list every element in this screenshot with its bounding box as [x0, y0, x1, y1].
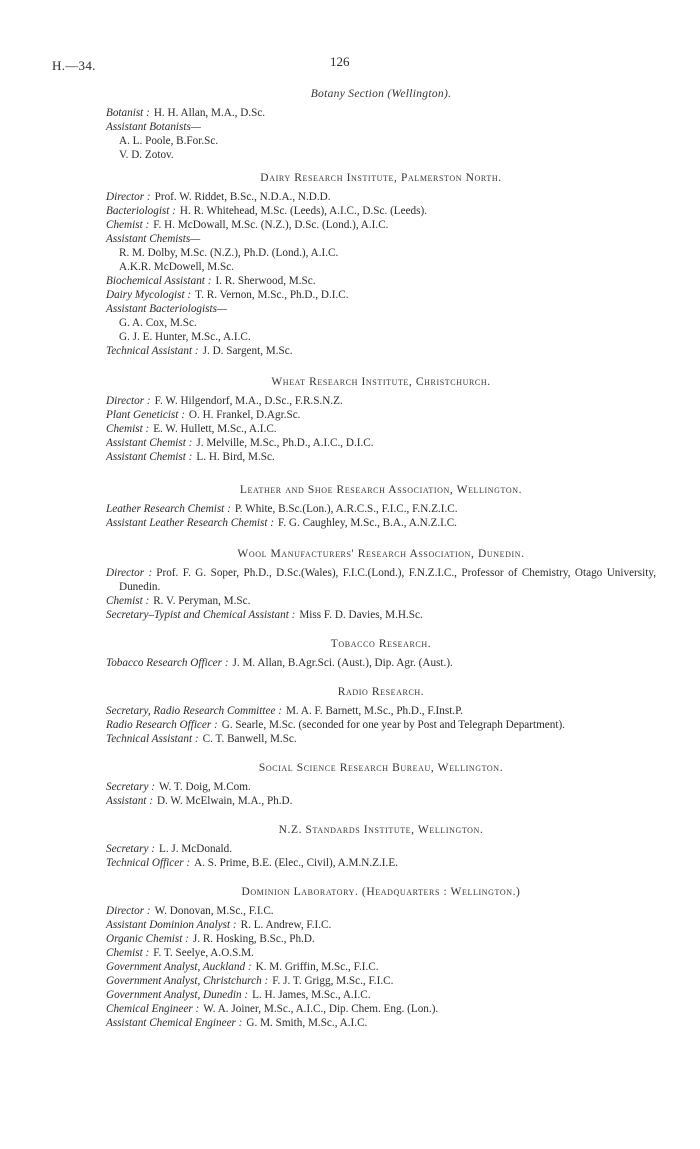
staff-name: F. W. Hilgendorf, M.A., D.Sc., F.R.S.N.Z.: [154, 395, 343, 407]
staff-role: Assistant :: [106, 795, 153, 807]
staff-entry: [106, 408, 656, 422]
section: [106, 638, 656, 670]
staff-entry: [106, 732, 656, 746]
staff-entry: [106, 134, 656, 148]
staff-name: T. R. Vernon, M.Sc., Ph.D., D.I.C.: [195, 289, 349, 301]
staff-role: Technical Assistant :: [106, 733, 199, 745]
staff-role: Assistant Leather Research Chemist :: [106, 517, 275, 529]
staff-name: J. M. Allan, B.Agr.Sci. (Aust.), Dip. Agr. (Aust.).: [232, 657, 453, 669]
staff-role: Chemist :: [106, 947, 150, 959]
section: [106, 376, 656, 464]
staff-entry: [106, 1016, 656, 1030]
staff-entry: [106, 974, 656, 988]
staff-entry: [106, 780, 656, 794]
page-number: 126: [330, 54, 350, 69]
staff-role: Chemical Engineer :: [106, 1003, 200, 1015]
staff-name: L. J. McDonald.: [158, 843, 233, 855]
staff-entry: [106, 946, 656, 960]
staff-entry: [106, 988, 656, 1002]
section: [106, 172, 656, 358]
staff-entry: [106, 856, 656, 870]
staff-name: F. H. McDowall, M.Sc. (N.Z.), D.Sc. (Lond.), A.I.C.: [153, 219, 389, 231]
staff-name: J. Melville, M.Sc., Ph.D., A.I.C., D.I.C.: [196, 437, 374, 449]
staff-entry: [106, 204, 656, 218]
staff-entry: [106, 394, 656, 408]
staff-entry: [106, 608, 656, 622]
section: [106, 686, 656, 746]
staff-role: Assistant Dominion Analyst :: [106, 919, 237, 931]
staff-role: Chemist :: [106, 595, 150, 607]
staff-name: W. T. Doig, M.Com.: [158, 781, 251, 793]
staff-role: Botanist :: [106, 107, 150, 119]
staff-listing: [106, 88, 656, 1030]
staff-entry: [106, 260, 656, 274]
staff-role: Director :: [106, 395, 151, 407]
staff-name: E. W. Hullett, M.Sc., A.I.C.: [153, 423, 277, 435]
staff-entry: [106, 932, 656, 946]
staff-name: G. M. Smith, M.Sc., A.I.C.: [246, 1017, 368, 1029]
staff-entry: [106, 302, 656, 316]
staff-entry: [106, 594, 656, 608]
staff-entry: [106, 232, 656, 246]
staff-role: Leather Research Chemist :: [106, 503, 231, 515]
staff-role: Government Analyst, Christchurch :: [106, 975, 269, 987]
staff-name: J. D. Sargent, M.Sc.: [202, 345, 293, 357]
section: [106, 886, 656, 1030]
section-heading: Wheat Research Institute, Christchurch.: [271, 376, 491, 388]
staff-entry: [106, 516, 656, 530]
staff-name: P. White, B.Sc.(Lon.), A.R.C.S., F.I.C., F.N.Z.I.C.: [234, 503, 458, 515]
staff-role: Assistant Chemical Engineer :: [106, 1017, 243, 1029]
section-heading: Social Science Research Bureau, Wellington.: [258, 762, 504, 774]
staff-role: Assistant Bacteriologists—: [106, 303, 227, 315]
page-reference: H.—34.: [52, 58, 96, 73]
staff-entry: [106, 246, 656, 260]
staff-name: R. L. Andrew, F.I.C.: [240, 919, 332, 931]
staff-entry: [106, 842, 656, 856]
staff-name: G. Searle, M.Sc. (seconded for one year by Post and Telegraph Department).: [221, 719, 565, 731]
section-heading: Dairy Research Institute, Palmerston North.: [260, 172, 502, 184]
staff-entry: [106, 120, 656, 134]
staff-entry: [106, 190, 656, 204]
staff-role: Secretary :: [106, 843, 155, 855]
staff-name: H. H. Allan, M.A., D.Sc.: [153, 107, 266, 119]
staff-name: I. R. Sherwood, M.Sc.: [215, 275, 316, 287]
staff-name: D. W. McElwain, M.A., Ph.D.: [156, 795, 293, 807]
staff-entry: [106, 450, 656, 464]
section-heading: Radio Research.: [337, 686, 425, 698]
staff-role: Technical Officer :: [106, 857, 191, 869]
staff-role: Tobacco Research Officer :: [106, 657, 229, 669]
staff-name: J. R. Hosking, B.Sc., Ph.D.: [192, 933, 315, 945]
staff-role: Director :: [106, 191, 151, 203]
staff-name: F. J. T. Grigg, M.Sc., F.I.C.: [272, 975, 394, 987]
staff-entry: [106, 436, 656, 450]
staff-entry: [106, 794, 656, 808]
staff-name: Prof. W. Riddet, B.Sc., N.D.A., N.D.D.: [154, 191, 331, 203]
staff-name: F. T. Seelye, A.O.S.M.: [153, 947, 254, 959]
staff-name: R. M. Dolby, M.Sc. (N.Z.), Ph.D. (Lond.), A.I.C.: [119, 247, 339, 259]
section-heading: Wool Manufacturers' Research Association, Dunedin.: [237, 548, 525, 560]
staff-name: G. J. E. Hunter, M.Sc., A.I.C.: [119, 331, 251, 343]
staff-name: F. G. Caughley, M.Sc., B.A., A.N.Z.I.C.: [278, 517, 457, 529]
staff-entry: [106, 330, 656, 344]
staff-role: Chemist :: [106, 219, 150, 231]
section-heading: N.Z. Standards Institute, Wellington.: [278, 824, 484, 836]
staff-entry: [106, 274, 656, 288]
staff-role: Government Analyst, Auckland :: [106, 961, 252, 973]
staff-role: Chemist :: [106, 423, 150, 435]
staff-role: Government Analyst, Dunedin :: [106, 989, 249, 1001]
section: [106, 88, 656, 162]
staff-name: M. A. F. Barnett, M.Sc., Ph.D., F.Inst.P.: [285, 705, 463, 717]
section: [106, 824, 656, 870]
staff-name: K. M. Griffin, M.Sc., F.I.C.: [255, 961, 379, 973]
staff-name: A. S. Prime, B.E. (Elec., Civil), A.M.N.Z.I.E.: [194, 857, 398, 869]
staff-name: W. Donovan, M.Sc., F.I.C.: [154, 905, 274, 917]
staff-entry: [106, 422, 656, 436]
staff-name: R. V. Peryman, M.Sc.: [153, 595, 251, 607]
staff-entry: [106, 904, 656, 918]
staff-entry: [106, 288, 656, 302]
section-heading: Dominion Laboratory. (Headquarters : Wellington.): [241, 886, 521, 898]
staff-role: Secretary, Radio Research Committee :: [106, 705, 282, 717]
section-heading: Leather and Shoe Research Association, Wellington.: [239, 484, 523, 496]
staff-entry: [106, 502, 656, 516]
section-heading: Botany Section (Wellington).: [310, 88, 452, 100]
staff-entry: [106, 218, 656, 232]
staff-name: L. H. Bird, M.Sc.: [196, 451, 275, 463]
section: [106, 762, 656, 808]
staff-name: Miss F. D. Davies, M.H.Sc.: [299, 609, 423, 621]
staff-role: Director :: [106, 567, 153, 579]
staff-role: Assistant Chemists—: [106, 233, 201, 245]
staff-entry: [106, 344, 656, 358]
staff-name: L. H. James, M.Sc., A.I.C.: [252, 989, 371, 1001]
staff-name: Prof. F. G. Soper, Ph.D., D.Sc.(Wales), F.I.C.(Lond.), F.N.Z.I.C., Professor of Chemistry, Otago University, Dunedin.: [119, 567, 656, 593]
staff-entry: [106, 566, 656, 594]
staff-name: C. T. Banwell, M.Sc.: [202, 733, 297, 745]
staff-role: Organic Chemist :: [106, 933, 189, 945]
staff-role: Technical Assistant :: [106, 345, 199, 357]
section: [106, 548, 656, 622]
staff-name: W. A. Joiner, M.Sc., A.I.C., Dip. Chem. Eng. (Lon.).: [203, 1003, 439, 1015]
section-heading: Tobacco Research.: [330, 638, 432, 650]
staff-entry: [106, 106, 656, 120]
staff-entry: [106, 656, 656, 670]
staff-role: Bacteriologist :: [106, 205, 176, 217]
staff-entry: [106, 960, 656, 974]
staff-name: O. H. Frankel, D.Agr.Sc.: [188, 409, 301, 421]
staff-name: A.K.R. McDowell, M.Sc.: [119, 261, 234, 273]
staff-role: Assistant Botanists—: [106, 121, 201, 133]
staff-role: Assistant Chemist :: [106, 437, 193, 449]
staff-role: Radio Research Officer :: [106, 719, 218, 731]
staff-role: Director :: [106, 905, 151, 917]
staff-name: V. D. Zotov.: [119, 149, 174, 161]
section: [106, 484, 656, 530]
staff-entry: [106, 918, 656, 932]
staff-name: H. R. Whitehead, M.Sc. (Leeds), A.I.C., D.Sc. (Leeds).: [179, 205, 428, 217]
staff-entry: [106, 1002, 656, 1016]
staff-entry: [106, 316, 656, 330]
staff-name: A. L. Poole, B.For.Sc.: [119, 135, 219, 147]
staff-role: Plant Geneticist :: [106, 409, 185, 421]
staff-role: Secretary–Typist and Chemical Assistant :: [106, 609, 296, 621]
staff-role: Dairy Mycologist :: [106, 289, 192, 301]
staff-role: Secretary :: [106, 781, 155, 793]
staff-role: Assistant Chemist :: [106, 451, 193, 463]
staff-name: G. A. Cox, M.Sc.: [119, 317, 197, 329]
staff-entry: [106, 704, 656, 718]
staff-role: Biochemical Assistant :: [106, 275, 212, 287]
staff-entry: [106, 148, 656, 162]
staff-entry: [106, 718, 656, 732]
